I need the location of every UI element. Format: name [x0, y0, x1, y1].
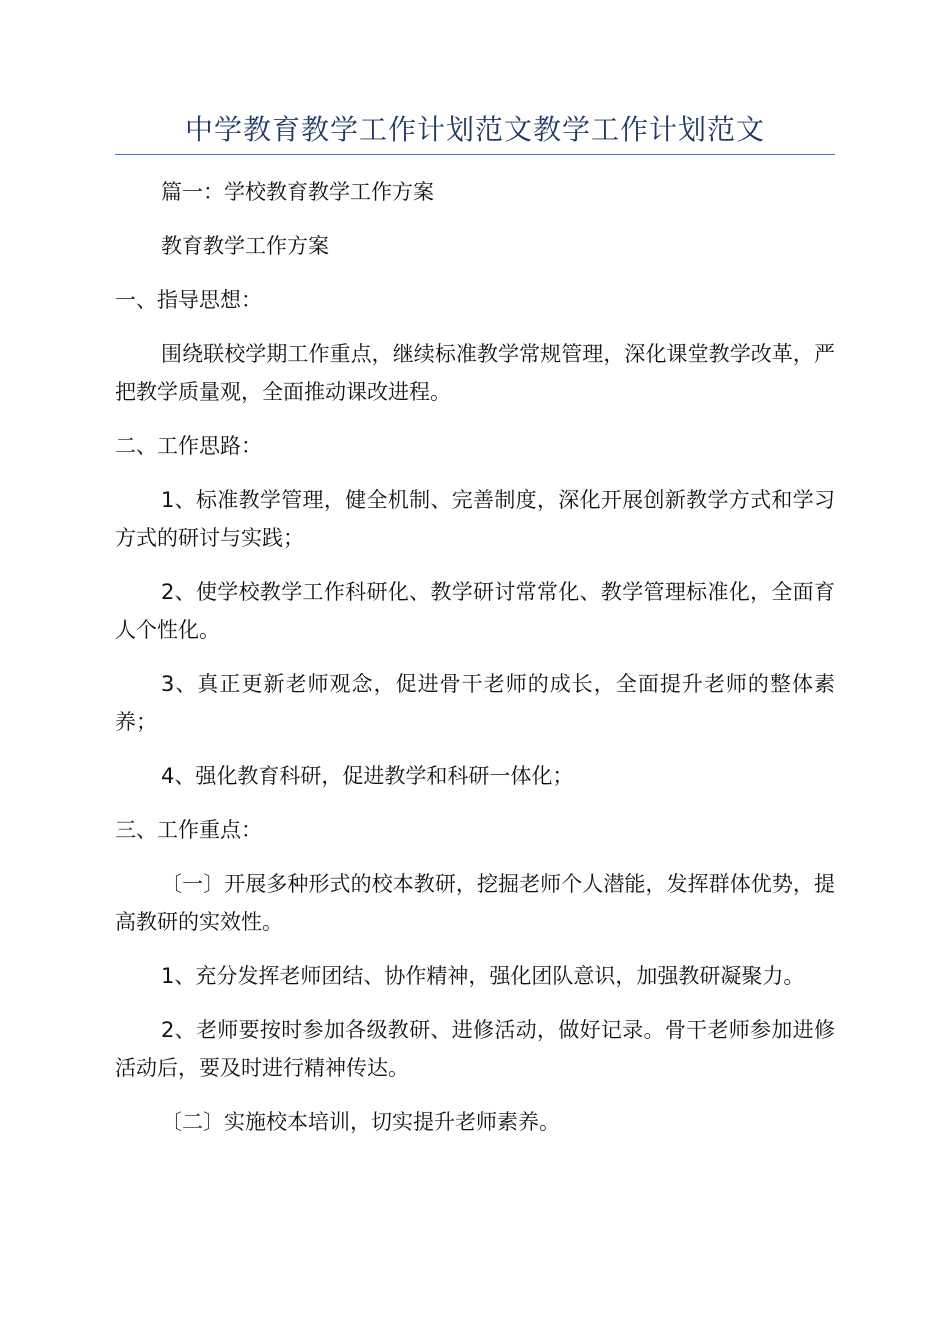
- paragraph: 〔二〕实施校本培训，切实提升老师素养。: [161, 1110, 560, 1134]
- title-underline: [115, 154, 835, 155]
- section-heading: 一、指导思想：: [115, 288, 262, 312]
- paragraph: 围绕联校学期工作重点，继续标准教学常规管理，深化课堂教学改革，严把教学质量观，全面推动课改进程。: [115, 342, 835, 404]
- paragraph: 3、真正更新老师观念，促进骨干老师的成长，全面提升老师的整体素养；: [115, 672, 835, 734]
- paragraph: 4、强化教育科研，促进教学和科研一体化；: [161, 764, 574, 788]
- document-body: [115, 173, 835, 1157]
- paragraph: 〔一〕开展多种形式的校本教研，挖掘老师个人潜能，发挥群体优势，提高教研的实效性。: [115, 872, 835, 934]
- paragraph: 1、充分发挥老师团结、协作精神，强化团队意识，加强教研凝聚力。: [161, 964, 805, 988]
- document-title: 中学教育教学工作计划范文教学工作计划范文: [184, 113, 765, 146]
- section-heading: 二、工作思路：: [115, 434, 262, 458]
- section-heading: 三、工作重点：: [115, 818, 262, 842]
- paragraph: 2、老师要按时参加各级教研、进修活动，做好记录。骨干老师参加进修活动后，要及时进行精神传达。: [115, 1018, 835, 1080]
- document-page: [115, 0, 835, 1344]
- paragraph: 2、使学校教学工作科研化、教学研讨常常化、教学管理标准化，全面育人个性化。: [115, 580, 835, 642]
- paragraph: 教育教学工作方案: [161, 234, 329, 258]
- paragraph: 1、标准教学管理，健全机制、完善制度，深化开展创新教学方式和学习方式的研讨与实践；: [115, 488, 835, 550]
- paragraph: 篇一：学校教育教学工作方案: [161, 180, 434, 204]
